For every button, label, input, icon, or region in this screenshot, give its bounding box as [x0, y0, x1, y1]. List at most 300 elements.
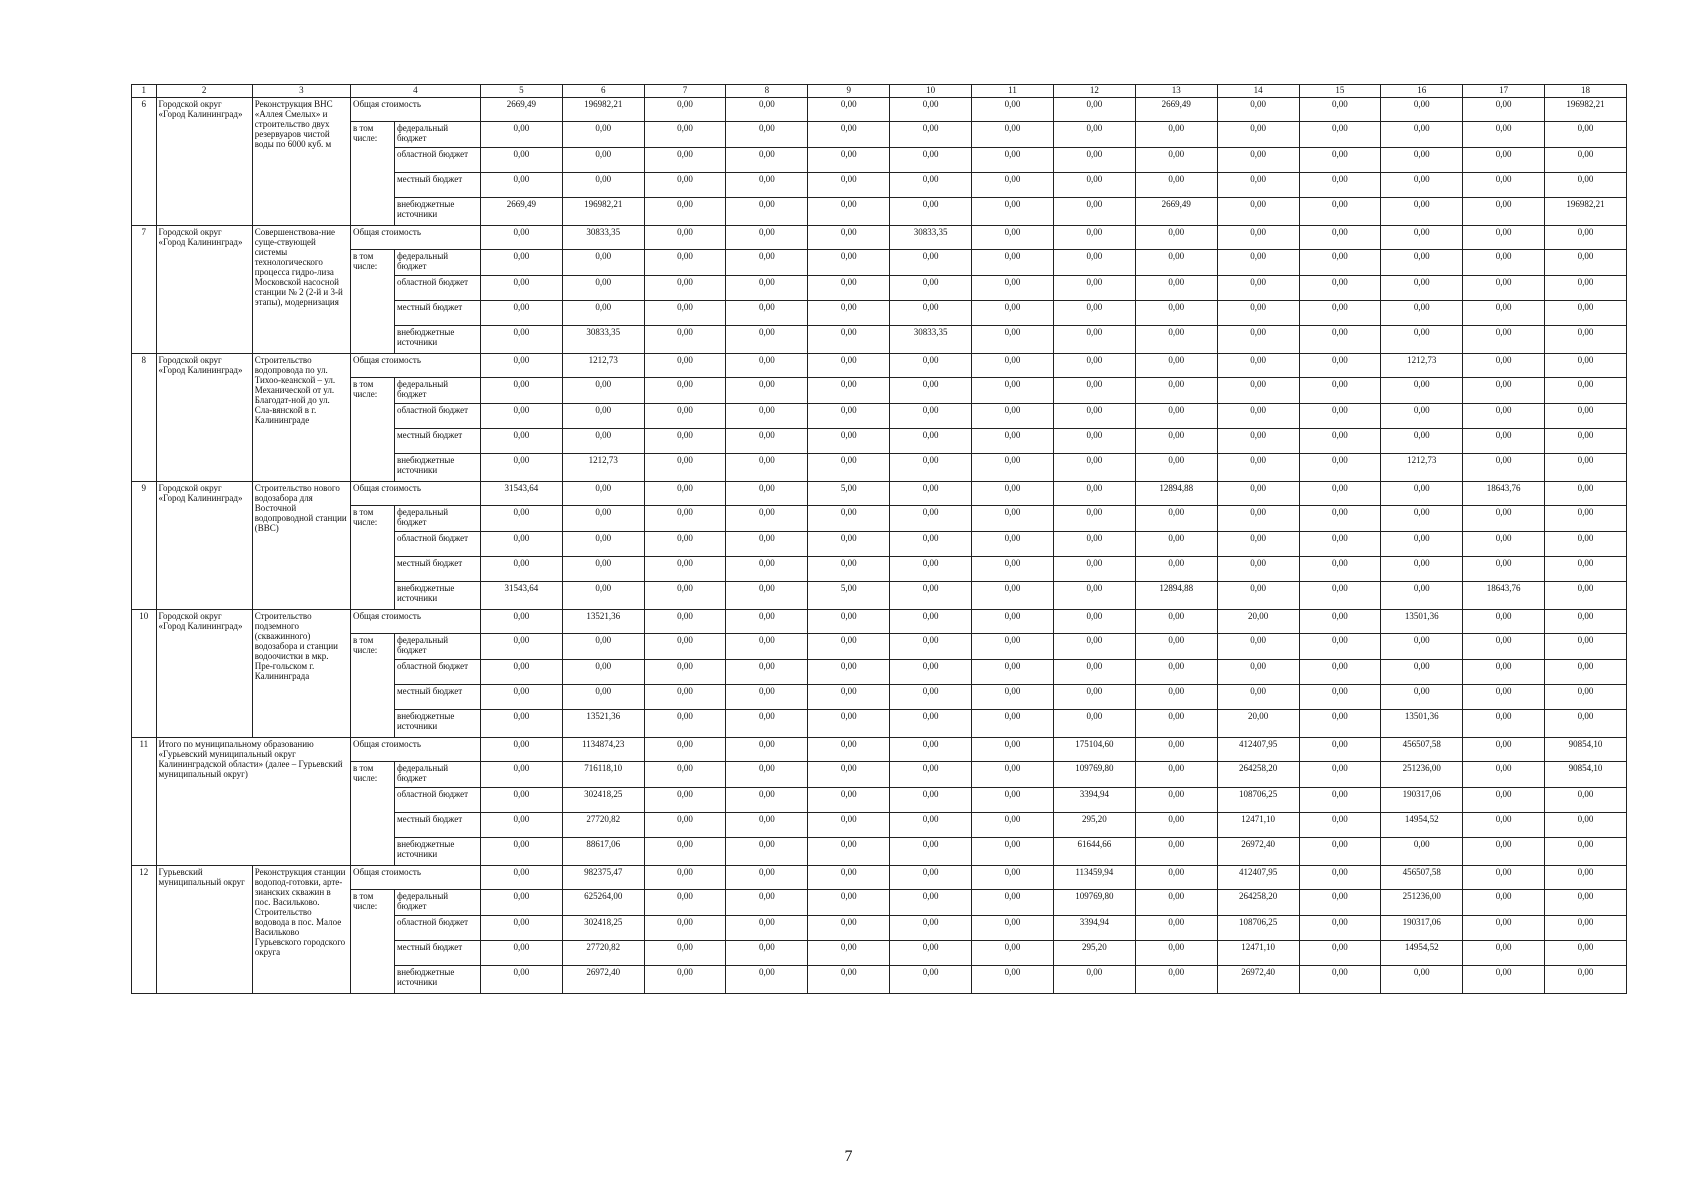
value-cell: 0,00	[890, 610, 972, 634]
value-cell: 0,00	[972, 557, 1054, 582]
value-cell: 0,00	[808, 866, 890, 890]
value-cell: 0,00	[972, 710, 1054, 738]
value-cell: 0,00	[726, 301, 808, 326]
value-cell: 0,00	[1299, 788, 1381, 813]
value-cell: 0,00	[1135, 557, 1217, 582]
value-cell: 0,00	[1135, 532, 1217, 557]
value-cell: 0,00	[1299, 301, 1381, 326]
value-cell: 20,00	[1217, 610, 1299, 634]
value-cell: 0,00	[480, 634, 562, 660]
value-cell: 0,00	[972, 482, 1054, 506]
value-cell: 0,00	[480, 966, 562, 994]
value-cell: 0,00	[644, 557, 726, 582]
value-cell: 2669,49	[480, 198, 562, 226]
value-cell: 5,00	[808, 482, 890, 506]
value-cell: 0,00	[1463, 378, 1545, 404]
value-cell: 0,00	[726, 482, 808, 506]
value-cell: 0,00	[644, 916, 726, 941]
value-cell: 0,00	[1299, 916, 1381, 941]
value-cell: 0,00	[1135, 148, 1217, 173]
value-cell: 0,00	[890, 557, 972, 582]
value-cell: 0,00	[480, 301, 562, 326]
value-cell: 0,00	[480, 506, 562, 532]
value-cell: 0,00	[1053, 557, 1135, 582]
value-cell: 0,00	[972, 301, 1054, 326]
value-cell: 0,00	[1217, 429, 1299, 454]
value-cell: 0,00	[1463, 941, 1545, 966]
value-cell: 0,00	[1135, 838, 1217, 866]
budget-source-label: федеральный бюджет	[394, 378, 480, 404]
budget-source-label: внебюджетные источники	[394, 838, 480, 866]
total-cost-label: Общая стоимость	[350, 866, 480, 890]
value-cell: 0,00	[1545, 454, 1627, 482]
value-cell: 0,00	[644, 788, 726, 813]
value-cell: 0,00	[1299, 429, 1381, 454]
value-cell: 0,00	[726, 890, 808, 916]
value-cell: 27720,82	[562, 941, 644, 966]
value-cell: 0,00	[726, 98, 808, 122]
value-cell: 0,00	[1381, 198, 1463, 226]
value-cell: 0,00	[972, 532, 1054, 557]
value-cell: 716118,10	[562, 762, 644, 788]
value-cell: 0,00	[480, 173, 562, 198]
value-cell: 412407,95	[1217, 738, 1299, 762]
value-cell: 0,00	[972, 98, 1054, 122]
value-cell: 0,00	[726, 276, 808, 301]
value-cell: 0,00	[1545, 582, 1627, 610]
value-cell: 0,00	[480, 326, 562, 354]
value-cell: 108706,25	[1217, 916, 1299, 941]
value-cell: 0,00	[644, 890, 726, 916]
value-cell: 0,00	[972, 966, 1054, 994]
value-cell: 0,00	[1463, 660, 1545, 685]
value-cell: 0,00	[1299, 966, 1381, 994]
value-cell: 0,00	[644, 482, 726, 506]
value-cell: 0,00	[1135, 454, 1217, 482]
value-cell: 0,00	[1053, 226, 1135, 250]
row-number: 10	[132, 610, 157, 738]
value-cell: 0,00	[726, 557, 808, 582]
value-cell: 0,00	[808, 98, 890, 122]
value-cell: 0,00	[1381, 276, 1463, 301]
value-cell: 0,00	[1299, 582, 1381, 610]
value-cell: 0,00	[1381, 148, 1463, 173]
table-row	[132, 506, 1627, 532]
total-cost-label: Общая стоимость	[350, 482, 480, 506]
value-cell: 0,00	[726, 378, 808, 404]
value-cell: 0,00	[480, 532, 562, 557]
value-cell: 0,00	[644, 404, 726, 429]
project-description: Строительство подземного (скважинного) водозабора и станции водоочистки в мкр. Пре-гольском г. Калининграда	[252, 610, 350, 738]
header-cell: 9	[808, 85, 890, 98]
value-cell: 0,00	[1053, 506, 1135, 532]
value-cell: 0,00	[480, 148, 562, 173]
header-cell: 8	[726, 85, 808, 98]
value-cell: 0,00	[644, 610, 726, 634]
value-cell: 0,00	[890, 122, 972, 148]
row-number: 12	[132, 866, 157, 994]
value-cell: 0,00	[1135, 429, 1217, 454]
header-cell: 18	[1545, 85, 1627, 98]
value-cell: 0,00	[1053, 404, 1135, 429]
value-cell: 0,00	[1463, 966, 1545, 994]
value-cell: 0,00	[644, 762, 726, 788]
value-cell: 0,00	[1545, 557, 1627, 582]
value-cell: 0,00	[808, 762, 890, 788]
table-row	[132, 738, 1627, 762]
value-cell: 0,00	[644, 866, 726, 890]
value-cell: 0,00	[1135, 301, 1217, 326]
value-cell: 0,00	[480, 226, 562, 250]
organization-cell: Городской округ «Город Калининград»	[156, 482, 252, 610]
value-cell: 0,00	[1053, 685, 1135, 710]
value-cell: 0,00	[1463, 173, 1545, 198]
value-cell: 0,00	[1217, 354, 1299, 378]
value-cell: 625264,00	[562, 890, 644, 916]
value-cell: 456507,58	[1381, 866, 1463, 890]
value-cell: 0,00	[890, 148, 972, 173]
value-cell: 108706,25	[1217, 788, 1299, 813]
value-cell: 0,00	[1545, 813, 1627, 838]
table-row	[132, 890, 1627, 916]
value-cell: 0,00	[972, 454, 1054, 482]
value-cell: 0,00	[480, 813, 562, 838]
value-cell: 0,00	[1299, 98, 1381, 122]
value-cell: 295,20	[1053, 941, 1135, 966]
value-cell: 31543,64	[480, 482, 562, 506]
value-cell: 0,00	[644, 506, 726, 532]
value-cell: 0,00	[1217, 506, 1299, 532]
value-cell: 27720,82	[562, 813, 644, 838]
value-cell: 0,00	[1463, 738, 1545, 762]
value-cell: 90854,10	[1545, 762, 1627, 788]
budget-source-label: внебюджетные источники	[394, 454, 480, 482]
header-cell: 4	[350, 85, 480, 98]
value-cell: 0,00	[890, 788, 972, 813]
including-label: в том числе:	[350, 250, 394, 354]
value-cell: 0,00	[644, 429, 726, 454]
budget-source-label: внебюджетные источники	[394, 198, 480, 226]
table-row	[132, 762, 1627, 788]
value-cell: 0,00	[1135, 866, 1217, 890]
value-cell: 0,00	[890, 404, 972, 429]
value-cell: 13521,36	[562, 710, 644, 738]
value-cell: 0,00	[1299, 250, 1381, 276]
value-cell: 0,00	[1463, 301, 1545, 326]
value-cell: 0,00	[1463, 198, 1545, 226]
value-cell: 0,00	[1053, 98, 1135, 122]
budget-source-label: местный бюджет	[394, 301, 480, 326]
value-cell: 0,00	[1381, 838, 1463, 866]
row-number: 11	[132, 738, 157, 866]
value-cell: 0,00	[726, 326, 808, 354]
value-cell: 0,00	[972, 941, 1054, 966]
value-cell: 0,00	[1463, 122, 1545, 148]
value-cell: 0,00	[1053, 198, 1135, 226]
value-cell: 26972,40	[1217, 966, 1299, 994]
budget-source-label: федеральный бюджет	[394, 890, 480, 916]
header-cell: 13	[1135, 85, 1217, 98]
value-cell: 0,00	[1217, 634, 1299, 660]
value-cell: 0,00	[644, 226, 726, 250]
value-cell: 0,00	[972, 173, 1054, 198]
value-cell: 251236,00	[1381, 762, 1463, 788]
value-cell: 18643,76	[1463, 482, 1545, 506]
value-cell: 0,00	[1463, 506, 1545, 532]
value-cell: 0,00	[1217, 198, 1299, 226]
value-cell: 0,00	[1545, 941, 1627, 966]
budget-source-label: федеральный бюджет	[394, 506, 480, 532]
value-cell: 0,00	[808, 941, 890, 966]
value-cell: 13501,36	[1381, 710, 1463, 738]
value-cell: 0,00	[808, 532, 890, 557]
value-cell: 0,00	[480, 250, 562, 276]
value-cell: 0,00	[890, 738, 972, 762]
value-cell: 13501,36	[1381, 610, 1463, 634]
value-cell: 0,00	[1299, 710, 1381, 738]
header-cell: 17	[1463, 85, 1545, 98]
value-cell: 0,00	[1217, 404, 1299, 429]
value-cell: 0,00	[1217, 276, 1299, 301]
value-cell: 0,00	[972, 250, 1054, 276]
value-cell: 30833,35	[562, 226, 644, 250]
value-cell: 0,00	[1463, 762, 1545, 788]
budget-source-label: внебюджетные источники	[394, 710, 480, 738]
value-cell: 0,00	[1299, 226, 1381, 250]
value-cell: 0,00	[1299, 198, 1381, 226]
value-cell: 196982,21	[1545, 198, 1627, 226]
value-cell: 0,00	[890, 916, 972, 941]
value-cell: 0,00	[1053, 250, 1135, 276]
value-cell: 0,00	[1299, 634, 1381, 660]
value-cell: 0,00	[1381, 404, 1463, 429]
value-cell: 0,00	[562, 506, 644, 532]
value-cell: 0,00	[1135, 966, 1217, 994]
value-cell: 196982,21	[1545, 98, 1627, 122]
value-cell: 0,00	[1463, 226, 1545, 250]
value-cell: 12471,10	[1217, 813, 1299, 838]
budget-source-label: местный бюджет	[394, 429, 480, 454]
value-cell: 0,00	[480, 610, 562, 634]
budget-source-label: федеральный бюджет	[394, 634, 480, 660]
table-row	[132, 634, 1627, 660]
project-description: Строительство водопровода по ул. Тихоо-кеанской – ул. Механической от ул. Благодат-ной до ул. Сла-вянской в г. Калининграде	[252, 354, 350, 482]
value-cell: 0,00	[808, 890, 890, 916]
value-cell: 0,00	[1053, 634, 1135, 660]
value-cell: 0,00	[972, 122, 1054, 148]
value-cell: 0,00	[1381, 557, 1463, 582]
value-cell: 0,00	[1217, 482, 1299, 506]
value-cell: 0,00	[890, 301, 972, 326]
value-cell: 0,00	[1053, 173, 1135, 198]
table-row	[132, 866, 1627, 890]
value-cell: 109769,80	[1053, 890, 1135, 916]
value-cell: 302418,25	[562, 916, 644, 941]
total-cost-label: Общая стоимость	[350, 226, 480, 250]
value-cell: 251236,00	[1381, 890, 1463, 916]
value-cell: 0,00	[644, 276, 726, 301]
value-cell: 0,00	[1299, 148, 1381, 173]
value-cell: 0,00	[1135, 916, 1217, 941]
value-cell: 0,00	[480, 557, 562, 582]
including-label: в том числе:	[350, 762, 394, 866]
budget-source-label: внебюджетные источники	[394, 326, 480, 354]
value-cell: 0,00	[890, 660, 972, 685]
value-cell: 0,00	[1381, 582, 1463, 610]
value-cell: 0,00	[726, 122, 808, 148]
value-cell: 0,00	[1053, 276, 1135, 301]
budget-source-label: местный бюджет	[394, 685, 480, 710]
budget-source-label: внебюджетные источники	[394, 966, 480, 994]
value-cell: 0,00	[1545, 301, 1627, 326]
value-cell: 0,00	[644, 966, 726, 994]
value-cell: 0,00	[644, 301, 726, 326]
value-cell: 0,00	[726, 198, 808, 226]
header-cell: 1	[132, 85, 157, 98]
value-cell: 0,00	[890, 482, 972, 506]
value-cell: 0,00	[726, 813, 808, 838]
value-cell: 0,00	[480, 276, 562, 301]
value-cell: 0,00	[726, 685, 808, 710]
value-cell: 0,00	[1299, 557, 1381, 582]
value-cell: 0,00	[1217, 454, 1299, 482]
value-cell: 0,00	[1053, 454, 1135, 482]
value-cell: 0,00	[562, 301, 644, 326]
table-row	[132, 226, 1627, 250]
value-cell: 0,00	[1545, 378, 1627, 404]
value-cell: 2669,49	[480, 98, 562, 122]
value-cell: 0,00	[1545, 610, 1627, 634]
value-cell: 0,00	[726, 788, 808, 813]
value-cell: 0,00	[644, 838, 726, 866]
value-cell: 0,00	[890, 890, 972, 916]
value-cell: 0,00	[1299, 838, 1381, 866]
value-cell: 0,00	[808, 276, 890, 301]
value-cell: 0,00	[1381, 326, 1463, 354]
value-cell: 0,00	[644, 685, 726, 710]
value-cell: 0,00	[1381, 122, 1463, 148]
value-cell: 0,00	[808, 813, 890, 838]
table-row	[132, 250, 1627, 276]
value-cell: 0,00	[808, 634, 890, 660]
value-cell: 0,00	[644, 660, 726, 685]
value-cell: 0,00	[890, 198, 972, 226]
value-cell: 61644,66	[1053, 838, 1135, 866]
value-cell: 0,00	[726, 148, 808, 173]
value-cell: 0,00	[1299, 482, 1381, 506]
value-cell: 0,00	[1463, 916, 1545, 941]
value-cell: 0,00	[644, 98, 726, 122]
value-cell: 0,00	[1217, 173, 1299, 198]
value-cell: 0,00	[890, 813, 972, 838]
value-cell: 0,00	[726, 738, 808, 762]
value-cell: 0,00	[480, 788, 562, 813]
value-cell: 0,00	[1381, 966, 1463, 994]
value-cell: 0,00	[1053, 326, 1135, 354]
value-cell: 0,00	[808, 250, 890, 276]
value-cell: 0,00	[972, 429, 1054, 454]
project-description: Совершенствова-ние суще-ствующей системы технологического процесса гидро-лиза Московской насосной станции № 2 (2-й и 3-й этапы), модернизация	[252, 226, 350, 354]
table-row	[132, 354, 1627, 378]
value-cell: 0,00	[1299, 890, 1381, 916]
budget-source-label: областной бюджет	[394, 148, 480, 173]
header-cell: 14	[1217, 85, 1299, 98]
value-cell: 0,00	[1299, 762, 1381, 788]
row-number: 9	[132, 482, 157, 610]
value-cell: 264258,20	[1217, 762, 1299, 788]
organization-cell: Городской округ «Город Калининград»	[156, 226, 252, 354]
value-cell: 1212,73	[1381, 454, 1463, 482]
value-cell: 0,00	[644, 250, 726, 276]
header-cell: 15	[1299, 85, 1381, 98]
value-cell: 0,00	[644, 941, 726, 966]
value-cell: 0,00	[1545, 122, 1627, 148]
value-cell: 0,00	[726, 710, 808, 738]
value-cell: 0,00	[644, 173, 726, 198]
value-cell: 0,00	[1545, 788, 1627, 813]
value-cell: 0,00	[1463, 98, 1545, 122]
value-cell: 0,00	[1381, 482, 1463, 506]
value-cell: 3394,94	[1053, 788, 1135, 813]
value-cell: 0,00	[562, 582, 644, 610]
budget-source-label: внебюджетные источники	[394, 582, 480, 610]
value-cell: 0,00	[1545, 532, 1627, 557]
value-cell: 0,00	[1381, 532, 1463, 557]
value-cell: 0,00	[1463, 532, 1545, 557]
value-cell: 0,00	[1545, 326, 1627, 354]
row-number: 6	[132, 98, 157, 226]
value-cell: 0,00	[480, 404, 562, 429]
value-cell: 190317,06	[1381, 788, 1463, 813]
value-cell: 0,00	[644, 122, 726, 148]
value-cell: 0,00	[726, 429, 808, 454]
value-cell: 0,00	[1217, 122, 1299, 148]
value-cell: 0,00	[1381, 429, 1463, 454]
value-cell: 0,00	[1545, 429, 1627, 454]
value-cell: 0,00	[1381, 226, 1463, 250]
including-label: в том числе:	[350, 890, 394, 994]
value-cell: 0,00	[1545, 710, 1627, 738]
value-cell: 0,00	[1299, 941, 1381, 966]
value-cell: 0,00	[1053, 378, 1135, 404]
header-cell: 12	[1053, 85, 1135, 98]
value-cell: 1212,73	[1381, 354, 1463, 378]
value-cell: 0,00	[1381, 250, 1463, 276]
value-cell: 0,00	[1299, 506, 1381, 532]
value-cell: 0,00	[808, 198, 890, 226]
value-cell: 0,00	[1463, 685, 1545, 710]
value-cell: 0,00	[1463, 326, 1545, 354]
value-cell: 0,00	[808, 173, 890, 198]
organization-cell: Городской округ «Город Калининград»	[156, 610, 252, 738]
header-cell: 7	[644, 85, 726, 98]
header-cell: 11	[972, 85, 1054, 98]
value-cell: 0,00	[1545, 354, 1627, 378]
value-cell: 0,00	[1217, 226, 1299, 250]
budget-table	[131, 84, 1627, 994]
value-cell: 0,00	[890, 966, 972, 994]
value-cell: 0,00	[1053, 660, 1135, 685]
value-cell: 0,00	[890, 941, 972, 966]
value-cell: 0,00	[1463, 557, 1545, 582]
value-cell: 0,00	[726, 582, 808, 610]
value-cell: 0,00	[1299, 813, 1381, 838]
value-cell: 0,00	[1299, 454, 1381, 482]
value-cell: 0,00	[1135, 610, 1217, 634]
total-cost-label: Общая стоимость	[350, 354, 480, 378]
value-cell: 0,00	[726, 250, 808, 276]
value-cell: 2669,49	[1135, 198, 1217, 226]
